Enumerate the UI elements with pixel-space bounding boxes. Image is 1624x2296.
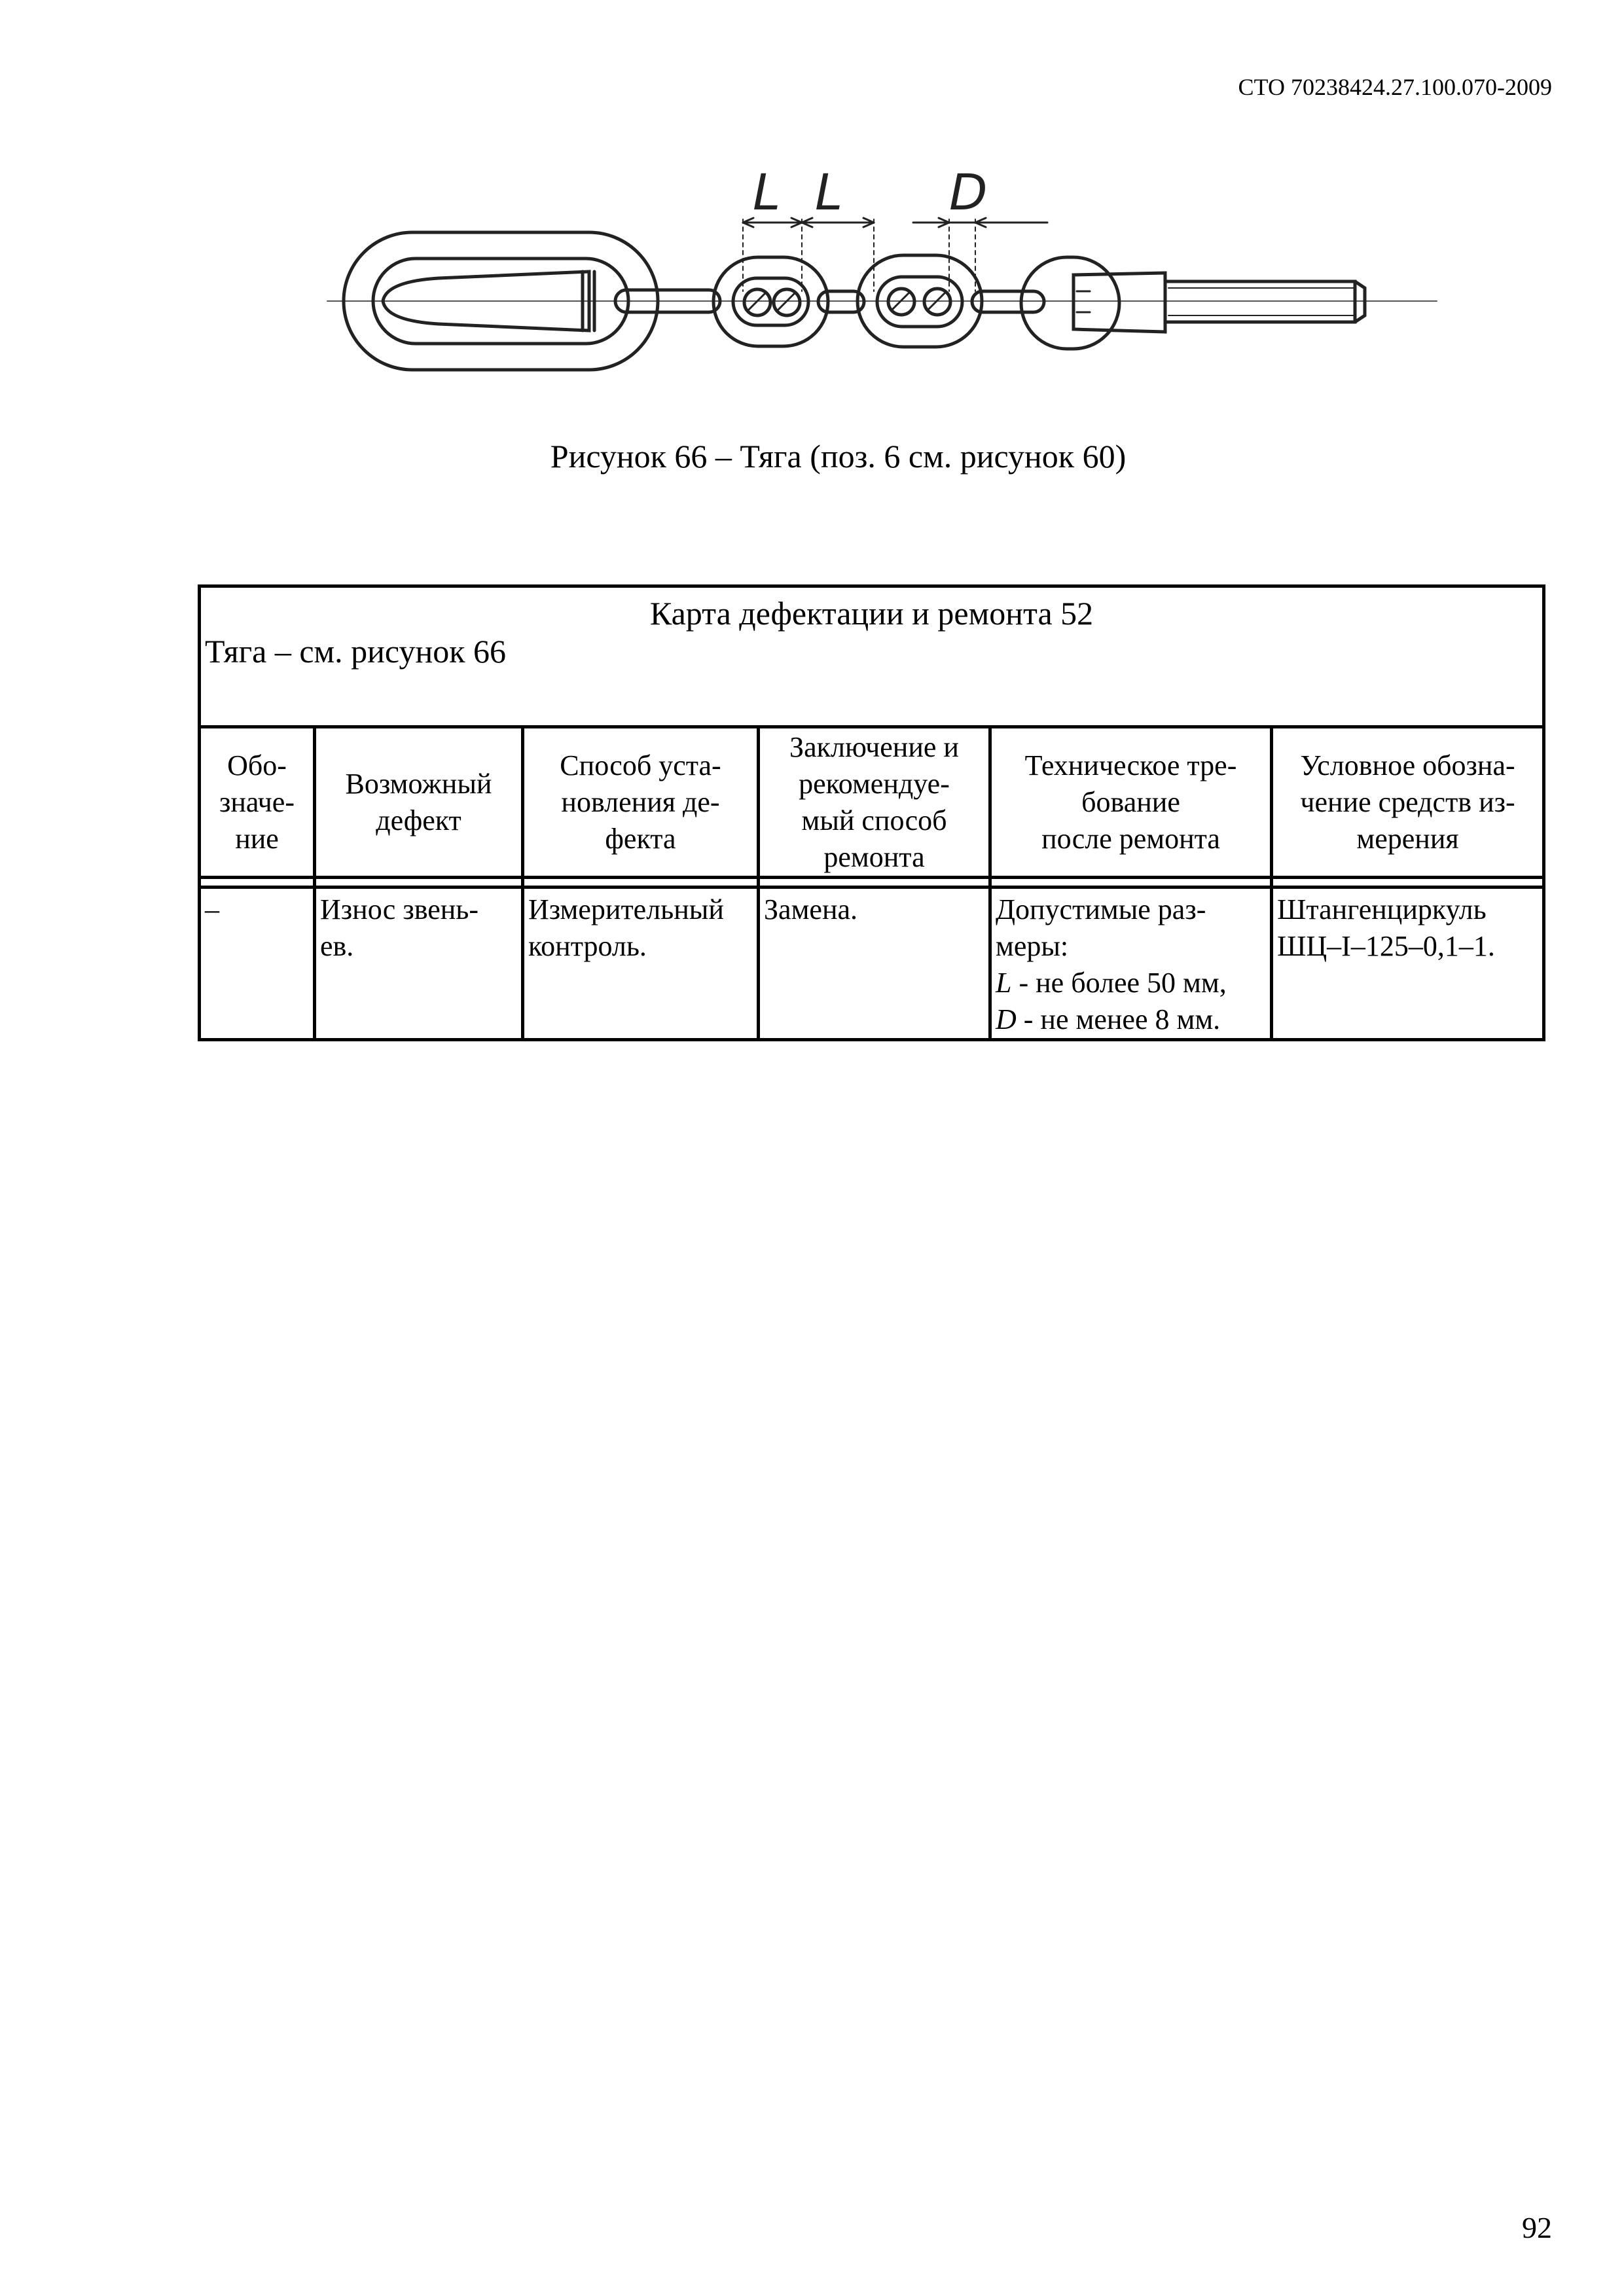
cell-line: Допустимые раз-: [996, 893, 1206, 925]
l-limit: - не более 50 мм,: [1011, 967, 1227, 999]
document-code: СТО 70238424.27.100.070-2009: [1238, 74, 1552, 100]
header-line: Способ уста-: [560, 749, 721, 781]
header-line: мый способ: [801, 804, 947, 836]
page-number: 92: [1522, 2211, 1552, 2244]
cell-defect: [315, 888, 523, 1040]
header-line: чение средств из-: [1300, 785, 1515, 818]
requirement-d: [996, 1001, 1266, 1038]
letter-d: D: [996, 1003, 1017, 1035]
card-title-cell: [200, 586, 1544, 727]
header-line: Условное обозна-: [1300, 749, 1515, 781]
figure-caption: Рисунок 66 – Тяга (поз. 6 см. рисунок 60): [550, 438, 1127, 475]
cell-instrument: [1272, 888, 1544, 1040]
header-line: новления де-: [561, 785, 720, 818]
header-technical-requirement: [990, 727, 1272, 878]
cell-line: ШЦ–I–125–0,1–1.: [1277, 930, 1495, 962]
cell-line: Износ звень-: [320, 893, 479, 925]
letter-l: L: [996, 967, 1012, 999]
dim-label-l1: L: [753, 163, 781, 221]
header-separator: [200, 878, 1544, 888]
header-line: бование: [1081, 785, 1180, 818]
cell-requirement: [990, 888, 1272, 1040]
chain-rod-svg: [314, 160, 1453, 409]
header-line: мерения: [1356, 822, 1459, 855]
cell-line: контроль.: [528, 930, 647, 962]
table-row: [200, 888, 1544, 1040]
cell-line: ев.: [320, 930, 354, 962]
dim-label-d: D: [949, 163, 988, 221]
card-title: Карта дефектации и ремонта 52: [649, 595, 1094, 632]
header-line: рекомендуе-: [799, 767, 950, 800]
header-conclusion: [759, 727, 990, 878]
header-possible-defect: [315, 727, 523, 878]
header-line: ремонта: [823, 840, 925, 873]
cell-line: Штангенциркуль: [1277, 893, 1487, 925]
header-line: Возможный: [345, 767, 492, 800]
header-line: Заключение и: [789, 730, 959, 763]
header-line: Техническое тре-: [1024, 749, 1237, 781]
cell-method: [523, 888, 759, 1040]
requirement-l: [996, 965, 1266, 1001]
d-limit: - не менее 8 мм.: [1016, 1003, 1221, 1035]
header-line: фекта: [605, 822, 676, 855]
cell-line: меры:: [996, 930, 1069, 962]
header-measuring-instrument: [1272, 727, 1544, 878]
header-line: после ремонта: [1041, 822, 1220, 855]
header-detection-method: [523, 727, 759, 878]
header-line: ние: [235, 822, 279, 855]
header-line: значе-: [219, 785, 295, 818]
right-eye-link: [1021, 257, 1119, 349]
header-designation: [200, 727, 315, 878]
card-subtitle: Тяга – см. рисунок 66: [205, 633, 507, 670]
defect-repair-card: [198, 584, 1545, 1041]
cell-line: Измерительный: [528, 893, 724, 925]
cell-conclusion: Замена.: [759, 888, 990, 1040]
header-line: дефект: [376, 804, 461, 836]
header-line: Обо-: [227, 749, 287, 781]
chain-rod-drawing: [314, 160, 1453, 409]
table-header-row: [200, 727, 1544, 878]
cell-designation: –: [200, 888, 315, 1040]
dim-label-l2: L: [815, 163, 843, 221]
